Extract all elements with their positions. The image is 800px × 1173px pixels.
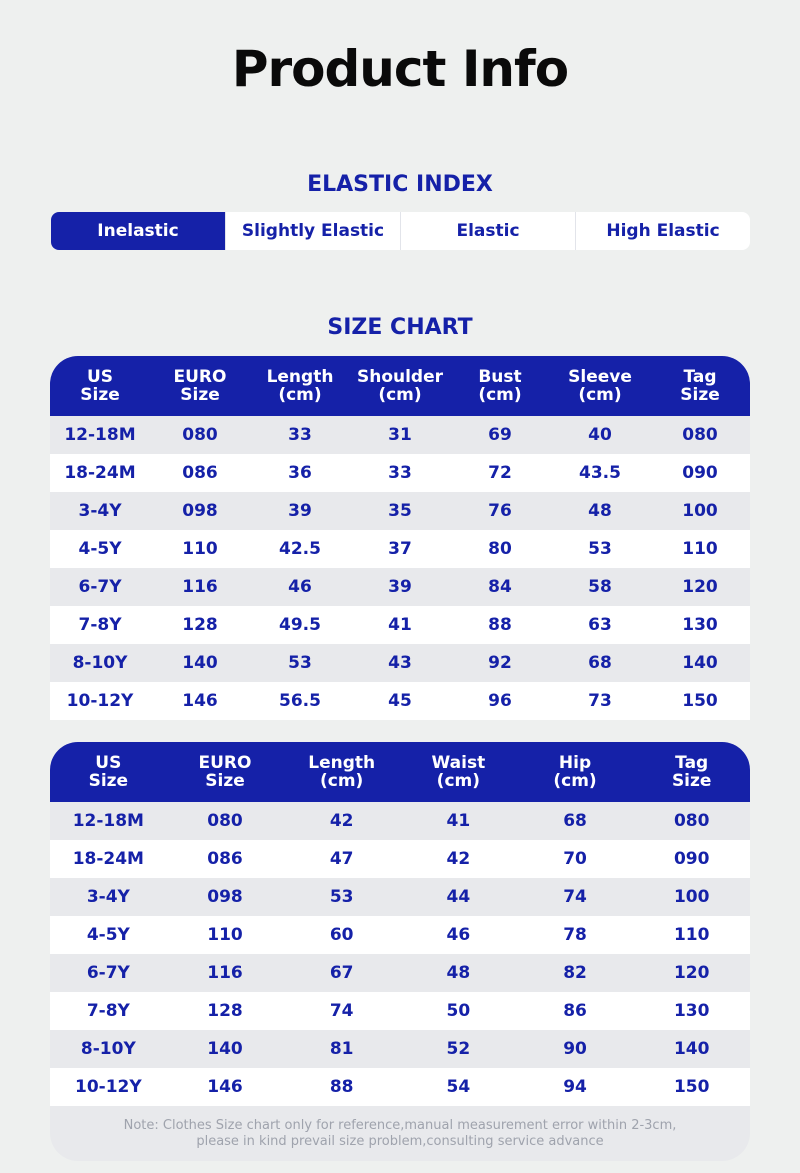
table-cell: 6-7Y [86,963,130,983]
table-cell: 110 [182,539,218,559]
column-header-line: (cm) [278,385,322,405]
column-header-line: Shoulder [356,367,444,387]
table-row [50,530,750,568]
table-cell: 150 [682,691,718,711]
table-cell: 63 [588,615,612,635]
table-cell: 88 [329,1077,354,1097]
table-cell: 78 [563,925,587,945]
table-cell: 098 [182,501,218,521]
column-header-line: (cm) [553,771,597,791]
table-cell: 74 [563,887,587,907]
table-cell: 100 [673,887,710,907]
table-cell: 140 [682,653,718,673]
table-cell: 6-7Y [78,577,122,597]
column-header-line: Bust [478,367,522,387]
table-cell: 53 [329,887,354,907]
table-cell: 67 [329,963,354,983]
column-header-line: Waist [431,753,486,773]
table-row [50,840,750,878]
table-cell: 12-18M [64,425,136,445]
table-cell: 3-4Y [86,887,130,907]
table-cell: 46 [446,925,471,945]
table-cell: 128 [182,615,218,635]
column-header-line: Sleeve [568,367,632,387]
table-cell: 60 [329,925,354,945]
table-cell: 46 [288,577,312,597]
table-row [50,954,750,992]
column-header [550,368,650,404]
table-cell: 110 [207,925,243,945]
table-cell: 7-8Y [78,615,122,635]
column-header [650,368,750,404]
column-header [167,754,284,790]
table-cell: 40 [588,425,612,445]
table-cell: 47 [329,849,354,869]
table-cell: 76 [488,501,512,521]
table-cell: 090 [682,463,718,483]
elastic-index-heading: ELASTIC INDEX [307,172,493,197]
column-header-line: (cm) [436,771,481,791]
column-header [350,368,450,404]
table-cell: 086 [182,463,218,483]
table-cell: 88 [488,615,512,635]
column-header-line: Size [680,385,720,405]
table-cell: 140 [182,653,218,673]
table-cell: 146 [207,1077,243,1097]
table-cell: 080 [182,425,218,445]
table-cell: 116 [207,963,243,983]
table-row [50,606,750,644]
table-cell: 96 [488,691,512,711]
column-header-line: US [86,367,114,387]
table-row [50,454,750,492]
table-cell: 48 [446,963,471,983]
table-cell: 10-12Y [74,1077,142,1097]
table-cell: 3-4Y [78,501,122,521]
table-cell: 36 [288,463,312,483]
table-cell: 45 [388,691,412,711]
column-header-line: Length [308,753,376,773]
table-cell: 12-18M [72,811,144,831]
table-cell: 81 [329,1039,354,1059]
table-cell: 53 [288,653,312,673]
table-cell: 098 [207,887,243,907]
table-cell: 86 [563,1001,587,1021]
elastic-option-inelastic: Inelastic [51,212,226,250]
table-cell: 48 [588,501,612,521]
column-header [450,368,550,404]
table-cell: 31 [388,425,412,445]
table-cell: 100 [682,501,718,521]
tops-table-body [50,416,750,720]
table-cell: 130 [673,1001,710,1021]
column-header-line: Size [88,771,129,791]
table-cell: 84 [488,577,512,597]
table-cell: 150 [673,1077,710,1097]
column-header [50,754,167,790]
column-header-line: (cm) [478,385,522,405]
table-cell: 086 [207,849,243,869]
table-cell: 130 [682,615,718,635]
table-cell: 120 [682,577,718,597]
column-header-line: (cm) [320,771,364,791]
size-chart-heading: SIZE CHART [327,315,473,340]
elastic-index-bar [51,212,750,250]
table-cell: 42 [329,811,354,831]
table-row [50,992,750,1030]
note-line-2: please in kind prevail size problem,consulting service advance [196,1134,604,1149]
table-row [50,878,750,916]
table-cell: 080 [207,811,243,831]
table-cell: 94 [563,1077,587,1097]
table-cell: 8-10Y [80,1039,136,1059]
size-note [50,1106,750,1161]
table-cell: 128 [207,1001,243,1021]
table-cell: 43 [388,653,412,673]
table-cell: 49.5 [279,615,321,635]
column-header-line: EURO [198,753,252,773]
table-cell: 90 [563,1039,587,1059]
table-cell: 42.5 [279,539,321,559]
column-header-line: Size [80,385,120,405]
table-cell: 54 [446,1077,471,1097]
table-cell: 44 [446,887,471,907]
table-cell: 37 [388,539,412,559]
table-row [50,682,750,720]
column-header [517,754,634,790]
note-line-1: Note: Clothes Size chart only for reference,manual measurement error within 2-3cm, [123,1118,677,1133]
column-header-line: Tag [683,367,717,387]
table-cell: 41 [388,615,412,635]
column-header [283,754,400,790]
column-header [633,754,750,790]
table-row [50,916,750,954]
table-cell: 146 [182,691,218,711]
table-cell: 120 [673,963,710,983]
column-header-line: Size [671,771,712,791]
table-cell: 33 [288,425,312,445]
table-cell: 74 [329,1001,354,1021]
table-row [50,1068,750,1106]
table-cell: 18-24M [64,463,136,483]
table-cell: 8-10Y [72,653,128,673]
table-cell: 110 [673,925,710,945]
table-cell: 140 [673,1039,710,1059]
table-row [50,568,750,606]
table-cell: 4-5Y [78,539,122,559]
table-cell: 116 [182,577,218,597]
column-header [250,368,350,404]
table-cell: 140 [207,1039,243,1059]
table-cell: 18-24M [72,849,144,869]
table-cell: 080 [673,811,710,831]
table-cell: 70 [563,849,587,869]
table-cell: 73 [588,691,612,711]
column-header-line: US [95,753,122,773]
table-cell: 68 [588,653,612,673]
table-cell: 41 [446,811,471,831]
table-cell: 56.5 [279,691,321,711]
table-row [50,1030,750,1068]
column-header [50,368,150,404]
table-cell: 53 [588,539,612,559]
table-cell: 58 [588,577,612,597]
bottoms-table-body [50,802,750,1106]
table-cell: 080 [682,425,718,445]
table-cell: 82 [563,963,587,983]
column-header-line: Size [205,771,245,791]
elastic-option-elastic: Elastic [401,212,576,250]
column-header-line: Length [266,367,334,387]
column-header [400,754,517,790]
table-cell: 33 [388,463,412,483]
table-cell: 72 [488,463,512,483]
table-cell: 92 [488,653,512,673]
table-row [50,644,750,682]
table-cell: 43.5 [579,463,621,483]
elastic-option-slightly-elastic: Slightly Elastic [226,212,401,250]
table-cell: 090 [673,849,710,869]
table-cell: 80 [488,539,512,559]
table-row [50,492,750,530]
table-row [50,416,750,454]
table-cell: 50 [446,1001,471,1021]
bottoms-table-header [50,742,750,802]
table-cell: 10-12Y [66,691,134,711]
tops-table-header [50,356,750,416]
column-header [150,368,250,404]
table-cell: 7-8Y [86,1001,130,1021]
table-cell: 39 [288,501,312,521]
page-title: Product Info [231,40,569,98]
bottoms-size-table [50,742,750,1106]
table-cell: 52 [446,1039,471,1059]
table-row [50,802,750,840]
table-cell: 39 [388,577,412,597]
column-header-line: (cm) [578,385,622,405]
table-cell: 110 [682,539,718,559]
column-header-line: Hip [558,753,592,773]
column-header-line: EURO [173,367,227,387]
table-cell: 69 [488,425,512,445]
table-cell: 42 [446,849,471,869]
column-header-line: Tag [675,753,709,773]
column-header-line: Size [180,385,220,405]
table-cell: 4-5Y [86,925,130,945]
column-header-line: (cm) [378,385,422,405]
table-cell: 35 [388,501,412,521]
elastic-option-high-elastic: High Elastic [606,221,720,241]
table-cell: 68 [563,811,587,831]
tops-size-table [50,356,750,720]
